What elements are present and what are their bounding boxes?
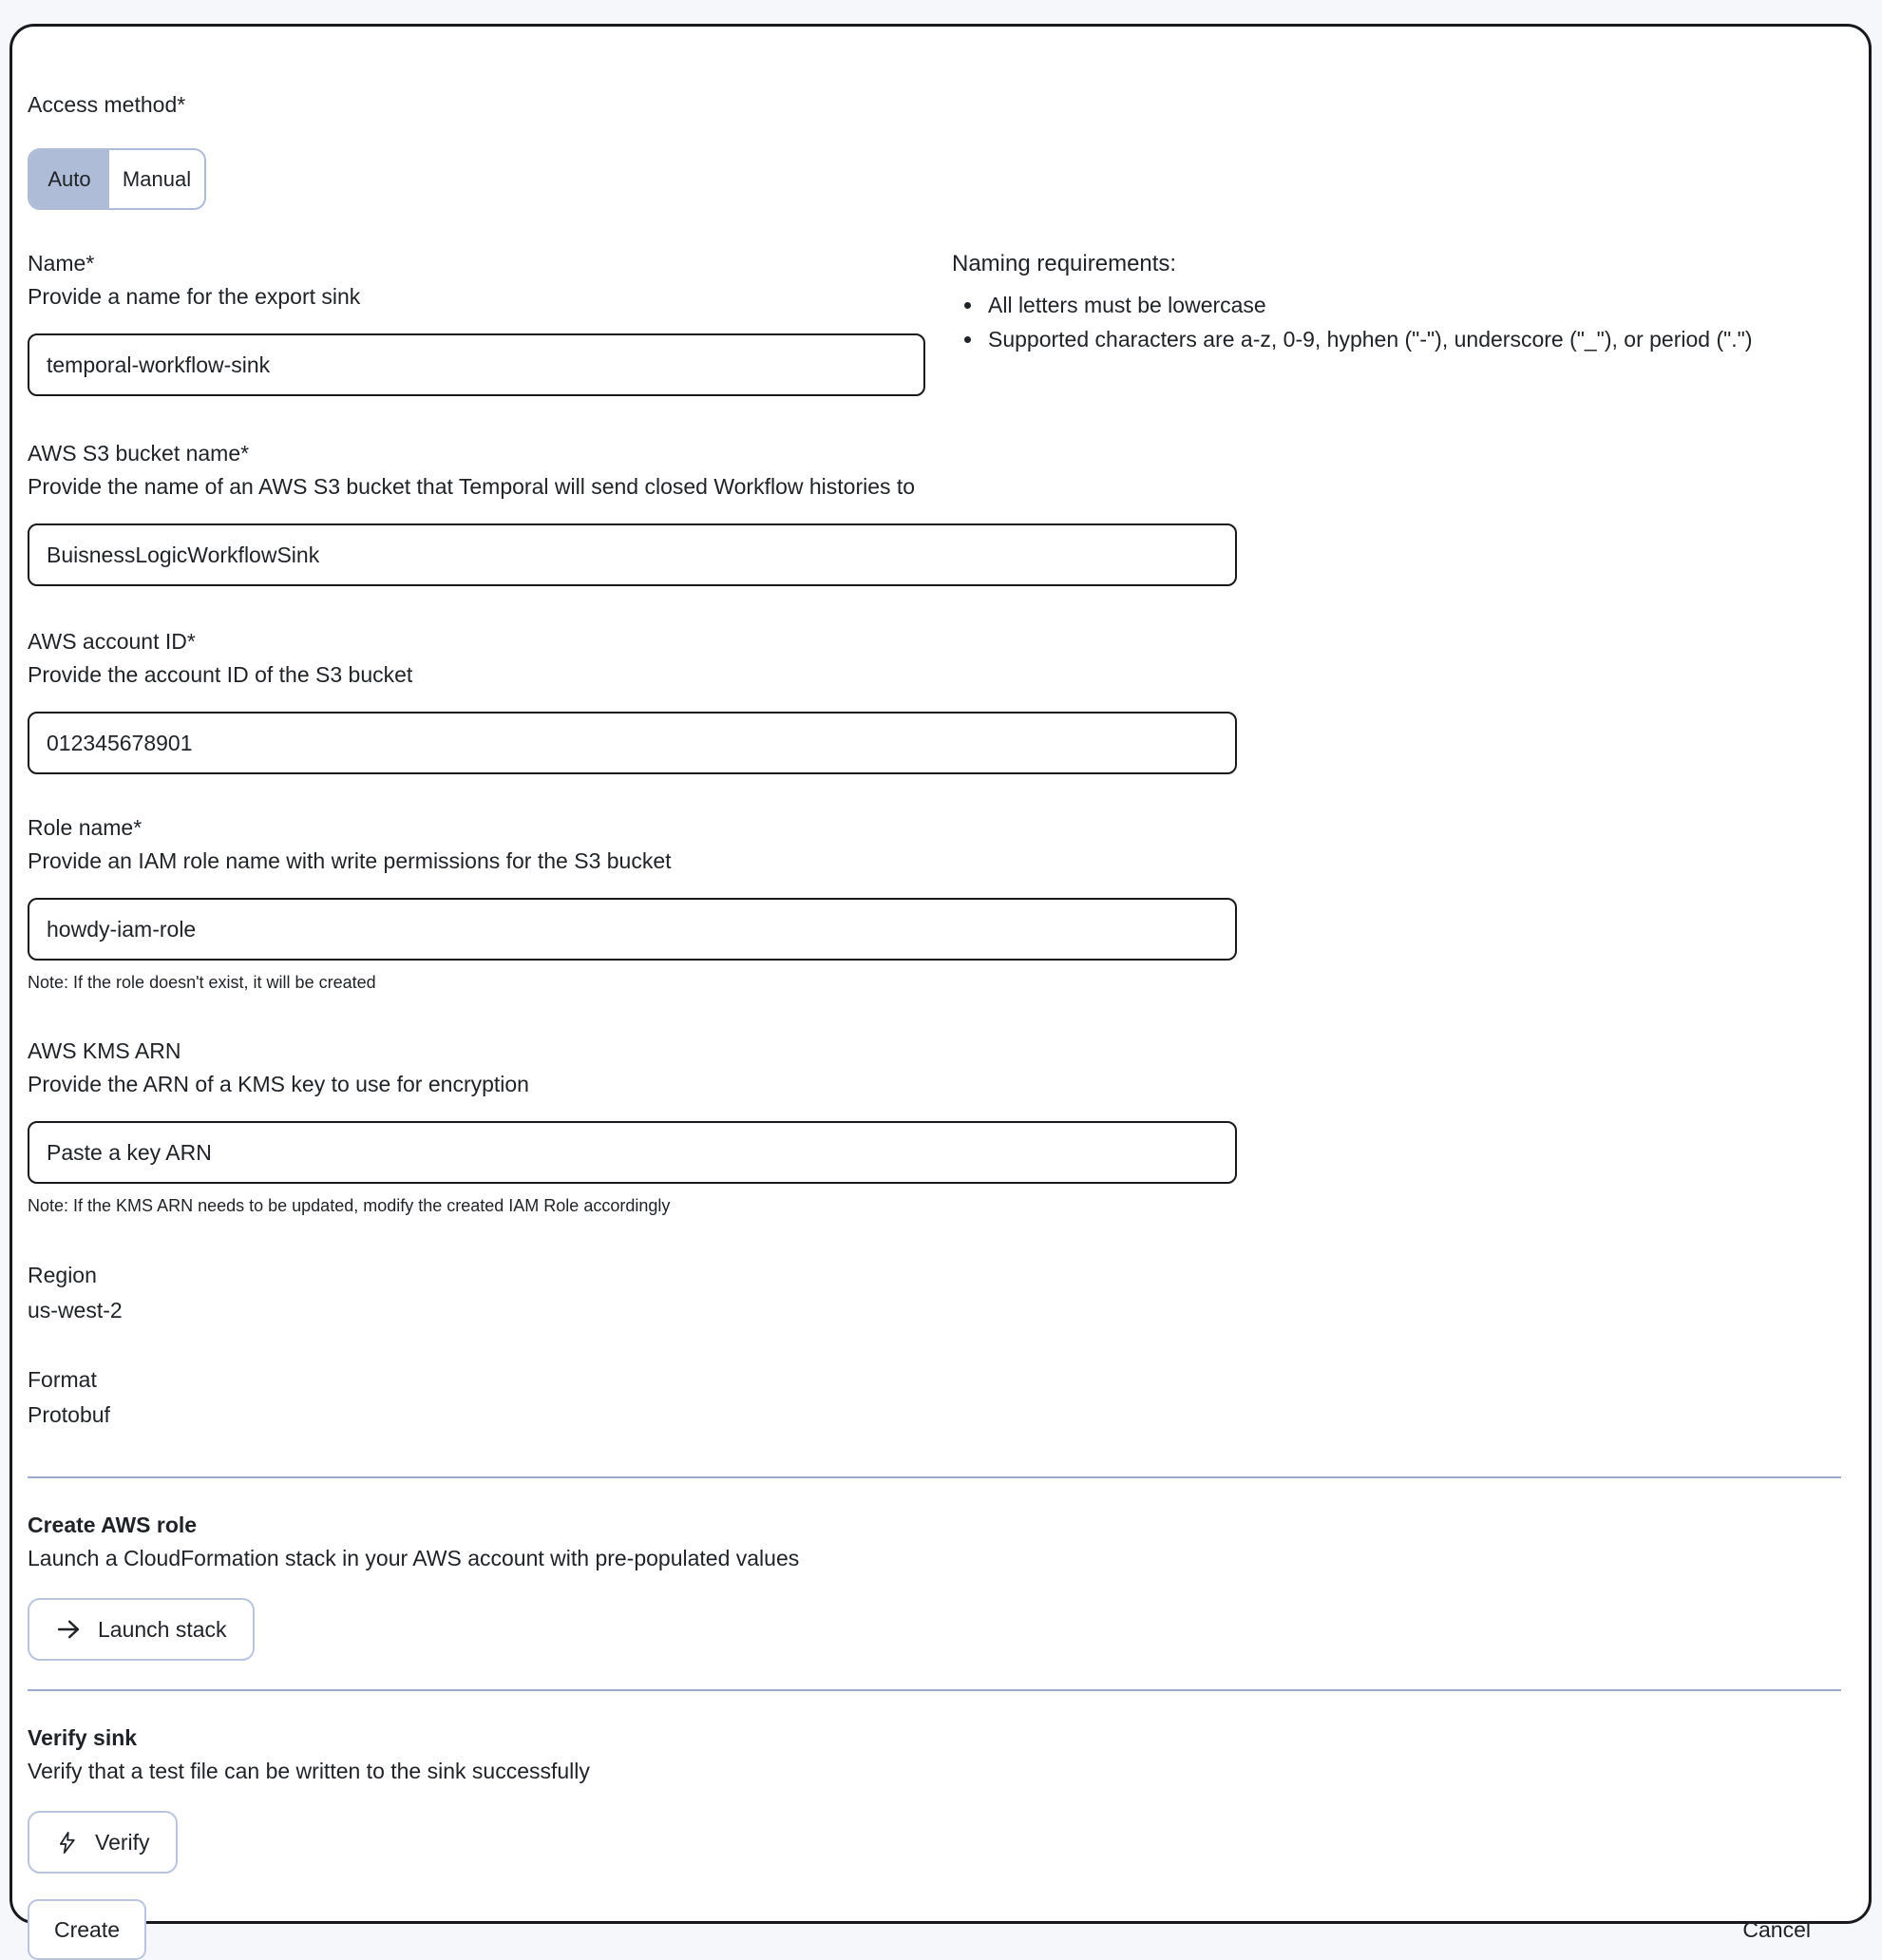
role-name-description: Provide an IAM role name with write permissions for the S3 bucket xyxy=(28,848,672,873)
role-name-label: Role name* xyxy=(28,815,143,840)
region-group xyxy=(28,1260,1841,1326)
format-group xyxy=(28,1364,1841,1431)
access-method-manual-button[interactable]: Manual xyxy=(109,150,204,208)
section-divider xyxy=(28,1689,1841,1691)
role-name-input[interactable] xyxy=(28,898,1237,961)
export-sink-form-card xyxy=(10,24,1872,1942)
s3-bucket-label: AWS S3 bucket name* xyxy=(28,441,250,466)
naming-requirement-item: • Supported characters are a-z, 0-9, hyphen ("-"), underscore ("_"), or period (".") xyxy=(984,322,1807,356)
s3-bucket-input[interactable] xyxy=(28,523,1237,586)
name-input[interactable] xyxy=(28,333,925,396)
arrow-right-icon xyxy=(55,1616,82,1643)
format-label: Format xyxy=(28,1367,97,1392)
role-name-note: Note: If the role doesn't exist, it will be created xyxy=(28,973,376,992)
region-label: Region xyxy=(28,1263,97,1287)
account-id-label: AWS account ID* xyxy=(28,629,196,654)
naming-requirements-list xyxy=(952,288,1807,356)
verify-sink-title: Verify sink xyxy=(28,1725,138,1750)
name-label: Name* xyxy=(28,251,95,276)
kms-arn-label: AWS KMS ARN xyxy=(28,1038,181,1063)
lightning-icon xyxy=(55,1831,79,1855)
kms-arn-note: Note: If the KMS ARN needs to be updated, modify the created IAM Role accordingly xyxy=(28,1196,671,1215)
create-aws-role-description: Launch a CloudFormation stack in your AWS account with pre-populated values xyxy=(28,1546,800,1570)
name-description: Provide a name for the export sink xyxy=(28,284,361,309)
section-divider xyxy=(28,1476,1841,1478)
kms-arn-description: Provide the ARN of a KMS key to use for encryption xyxy=(28,1072,529,1096)
name-and-requirements-row xyxy=(28,248,1841,396)
naming-requirements-title: Naming requirements: xyxy=(952,251,1177,276)
verify-sink-section xyxy=(28,1722,1841,1874)
account-id-input[interactable] xyxy=(28,712,1237,774)
naming-requirement-item: • All letters must be lowercase xyxy=(984,288,1807,322)
naming-requirements xyxy=(952,248,1841,356)
kms-arn-field-group xyxy=(28,1036,1841,1216)
form-footer xyxy=(28,1899,1841,1960)
create-aws-role-section xyxy=(28,1510,1841,1661)
name-field-group xyxy=(28,248,925,396)
s3-bucket-field-group xyxy=(28,438,1841,586)
account-id-field-group xyxy=(28,626,1841,774)
region-value: us-west-2 xyxy=(28,1298,123,1323)
access-method-label: Access method* xyxy=(28,92,186,117)
account-id-description: Provide the account ID of the S3 bucket xyxy=(28,662,413,687)
create-button[interactable]: Create xyxy=(28,1899,146,1960)
access-method-auto-button[interactable]: Auto xyxy=(29,150,109,208)
create-aws-role-title: Create AWS role xyxy=(28,1513,198,1537)
verify-button-label: Verify xyxy=(95,1829,150,1855)
verify-button[interactable] xyxy=(28,1811,178,1874)
format-value: Protobuf xyxy=(28,1402,110,1427)
launch-stack-button[interactable] xyxy=(28,1598,255,1661)
s3-bucket-description: Provide the name of an AWS S3 bucket that Temporal will send closed Workflow histories to xyxy=(28,474,916,499)
access-method-toggle xyxy=(28,148,206,210)
launch-stack-button-label: Launch stack xyxy=(98,1616,227,1642)
verify-sink-description: Verify that a test file can be written to the sink successfully xyxy=(28,1759,590,1783)
cancel-button[interactable]: Cancel xyxy=(1742,1916,1811,1942)
kms-arn-input[interactable] xyxy=(28,1121,1237,1184)
role-name-field-group xyxy=(28,812,1841,993)
